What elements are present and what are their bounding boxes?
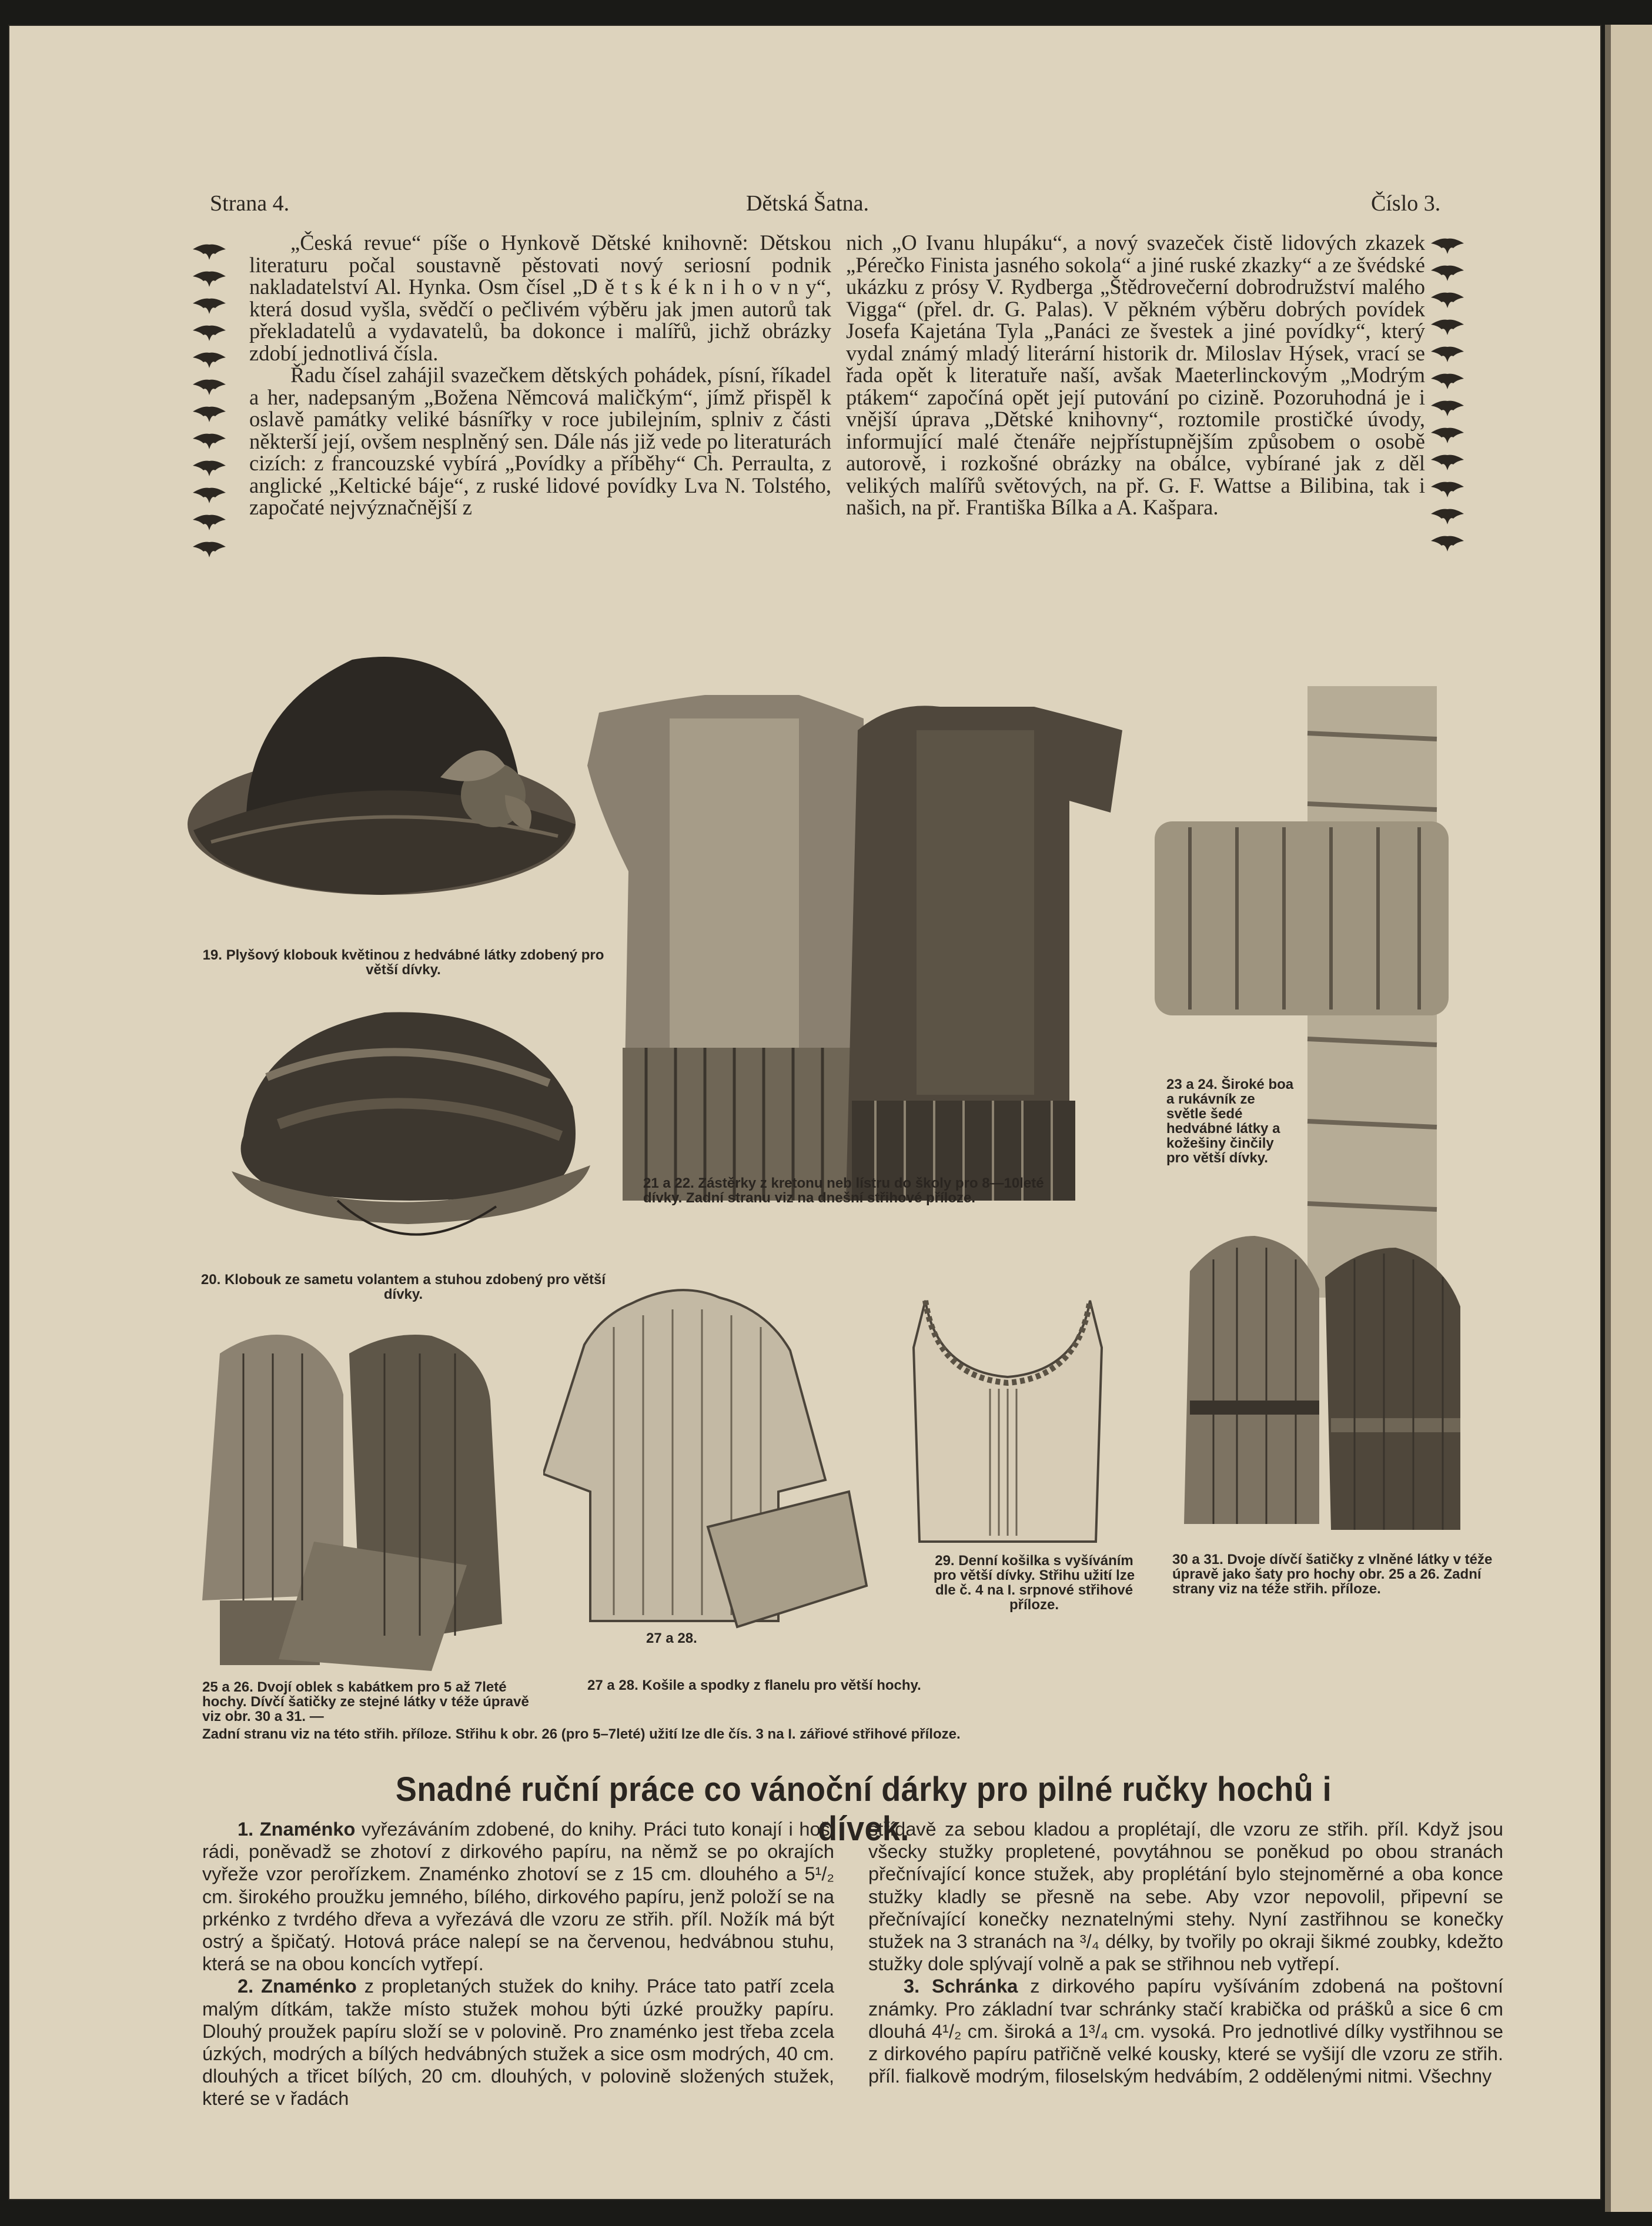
article-title: Snadné ruční práce co vánoční dárky pro pilné ručky hochů i dívek. [395,1770,1332,1848]
review-right-column [846,232,1425,519]
fleuron-ornament-icon [192,242,227,262]
paragraph-heading: 3. Schránka [904,1976,1018,1997]
fleuron-ornament-icon [1430,453,1465,473]
fleuron-ornament-icon [192,405,227,425]
figure-19-plush-hat [176,636,587,924]
page-number-label: Strana 4. [210,191,290,216]
label-figure-27-28: 27 a 28. [646,1630,697,1646]
fleuron-ornament-icon [192,486,227,506]
magazine-page [8,25,1601,2200]
paragraph-text: z propletaných stužek do knihy. Práce tato patří zcela malým dítkám, takže místo stužek mohou býti úzké proužky papíru. Dlouhý proužek papíru složí se v polovině. Pro znaménko jest třeba zcela úzkých, modrých a bílých hedvábných stužek a sice osm modrých, 40 cm. dlouhých a třicet bílých, 20 cm. dlouhých, v polovině složených stužek, které se v řadách [202,1976,834,2110]
paragraph-text: z dirkového papíru vyšíváním zdobená na poštovní známky. Pro základní tvar schránky stačí krabička od prášků a sice 6 cm dlouhá 4¹/₂ cm. široká a 1³/₄ cm. vysoká. Pro jednotlivé dílky vystřihnou se z dirkového papíru patřičně velké kousky, které se vyšijí dle vzoru ze střih. příl. fialkově modrým, filoselským hedvábím, 2 oddělenými nitmi. Všechny [868,1976,1503,2087]
fleuron-ornament-icon [1430,507,1465,527]
issue-number-label: Číslo 3. [1371,191,1441,216]
fleuron-ornament-icon [1430,317,1465,337]
article-paragraph [868,1975,1503,2087]
fleuron-ornament-icon [192,513,227,533]
figure-23-24-boa-and-muff [1155,686,1478,1303]
review-paragraph: nich „O Ivanu hlupáku“, a nový svazeček čistě lidových zkazek „Pérečko Finista jasného sokola“ a jiné ruské zkazky“ a ze švédské ukázku z prósy V. Rydberga „Štědrovečerní dobrodružství malého Vigga“ (přel. dr. G. Palas). V pěkném výběru dobrých povídek Josefa Kajetána Tyla „Panáci ze švestek a jiné povídky“, který vydal známý mladý literární historik dr. Miloslav Hýsek, vrací se řada opět k literatuře naší, avšak Maeterlinckovým „Modrým ptákem“ započíná opět její putování po cizině. Pozoruhodná je i vnější úprava „Dětské knihovny“, roztomile prostičké úvody, informující malé čtenáře nejpřístupnějším způsobem o osobě autorově, i rozkošné obrázky na obálce, vybírané jak z děl velikých malířů světových, na př. G. F. Wattse a Bilibina, tak i našich, na př. Františka Bílka a A. Kašpara. [846,230,1425,519]
article-paragraph [202,1818,834,1975]
caption-figure-23-24: 23 a 24. Široké boa a rukávník ze světle šedé hedvábné látky a kožešiny činčily pro větší dívky. [1166,1077,1294,1166]
figure-29-day-camisole [902,1289,1113,1553]
figure-21-22-school-aprons [587,695,1134,1224]
paragraph-heading: 1. Znaménko [238,1819,356,1840]
right-ornament-column [1430,236,1467,561]
article-left-column [202,1818,834,2110]
adjacent-page-edge [1605,25,1652,2212]
caption-figure-19: 19. Plyšový klobouk květinou z hedvábné látky zdobený pro větší dívky. [202,947,604,978]
caption-figure-27-28: 27 a 28. Košile a spodky z flanelu pro větší hochy. [587,1677,921,1693]
fleuron-ornament-icon [192,432,227,452]
article-paragraph [202,1975,834,2110]
paragraph-text: vyřezáváním zdobené, do knihy. Práci tuto konají i hoši rádi, poněvadž se zhotoví z dirkového papíru, na němž se po okrajích vyřeže vzor perořízkem. Znaménko zhotoví se z 15 cm. dlouhého a 5¹/₂ cm. širokého proužku jemného, bílého, dirkového papíru, jenž položí se na prkénko z tvrdého dřeva a vyřezává dle vzoru ze střih. příl. Nožík má být ostrý a špičatý. Hotová práce nalepí se na červenou, hedvábnou stuhu, která se na obou koncích vytřepí. [202,1819,834,1975]
fleuron-ornament-icon [192,377,227,397]
left-ornament-column [192,242,229,567]
figure-27-28-flannel-shirt [543,1280,872,1633]
fleuron-ornament-icon [1430,534,1465,554]
caption-figure-25-26-continued: Zadní stranu viz na této střih. příloze. Střihu k obr. 26 (pro 5–7leté) užití lze dle čís. 3 na I. zářiové střihové příloze. [202,1726,961,1742]
caption-figure-29: 29. Denní košilka s vyšíváním pro větší dívky. Střihu užití lze dle č. 4 na I. srpnové střihové příloze. [933,1553,1135,1613]
fleuron-ornament-icon [1430,372,1465,392]
caption-figure-25-26: 25 a 26. Dvojí oblek s kabátkem pro 5 až 7leté hochy. Dívčí šatičky ze stejné látky v téže úpravě viz obr. 30 a 31. — [202,1679,529,1724]
fleuron-ornament-icon [1430,345,1465,365]
fleuron-ornament-icon [192,350,227,370]
fleuron-ornament-icon [192,323,227,343]
fleuron-ornament-icon [1430,263,1465,283]
fleuron-ornament-icon [1430,426,1465,446]
review-paragraph: „Česká revue“ píše o Hynkově Dětské knihovně: Dětskou literaturu počal soustavně pěstovati nový seriosní podnik nakladatelství Al. Hynka. Osm čísel „D ě t s k é k n i h o v n y“, která dosud vyšla, svědčí o pečlivém výběru jak jmen autorů tak překladatelů a vydavatelů, ba dokonce i malířů, jichž obrázky zdobí jednotlivá čísla. [249,230,831,365]
fleuron-ornament-icon [1430,290,1465,310]
fleuron-ornament-icon [1430,399,1465,419]
paragraph-text: střídavě za sebou kladou a proplétají, dle vzoru ze střih. příl. Když jsou všecky stužky propletené, povytáhnou se poněkud po obou stranách přečnívající konce stužek, aby proplétání bylo stejnoměrné a oba konce stužky kladly se přesně na sebe. Aby vzor nepovolil, připevní se přečnívající konečky neznatelnými stehy. Nyní zastřihnou se konečky stužek na 3 stranách na ³/₄ délky, by tvořily po okraji šikmé zoubky, kdežto stužky dole splývají volně a pak se střihnou neb vytřepí. [868,1819,1503,1975]
article-right-column [868,1818,1503,2087]
fleuron-ornament-icon [192,540,227,560]
fleuron-ornament-icon [192,269,227,289]
magazine-title: Dětská Šatna. [746,191,869,216]
fleuron-ornament-icon [192,296,227,316]
fleuron-ornament-icon [1430,236,1465,256]
paragraph-heading: 2. Znaménko [238,1976,357,1997]
caption-figure-30-31: 30 a 31. Dvoje dívčí šatičky z vlněné látky v téže úpravě jako šaty pro hochy obr. 25 a 26. Zadní strany viz na téže střih. příloze. [1172,1552,1493,1597]
caption-figure-20: 20. Klobouk ze sametu volantem a stuhou zdobený pro větší dívky. [200,1272,606,1302]
figure-25-26-boys-suits [185,1318,520,1671]
figure-20-velvet-hat [220,989,602,1259]
article-paragraph [868,1818,1503,1975]
caption-figure-21-22: 21 a 22. Zástěrky z kretonu neb lístru do školy pro 8—10leté dívky. Zadní stranu viz na dnešní střihové příloze. [643,1175,1044,1206]
figure-30-31-girls-dresses [1166,1224,1472,1553]
review-paragraph: Řadu čísel zahájil svazečkem dětských pohádek, písní, říkadel a her, nadepsaným „Božena Němcová maličkým“, jímž přispěl k oslavě památky veliké básnířky v roce jubilejním, splniv z části některší její, ovšem nesplněný sen. Dále nás již vede po literaturách cizích: z francouzské vybírá „Povídky a příběhy“ Ch. Perraulta, z anglické „Keltické báje“, z ruské lidové povídky Lva N. Tolstého, započaté nejvýznačnější z [249,363,831,519]
fleuron-ornament-icon [192,459,227,479]
review-left-column [249,232,831,519]
fleuron-ornament-icon [1430,480,1465,500]
